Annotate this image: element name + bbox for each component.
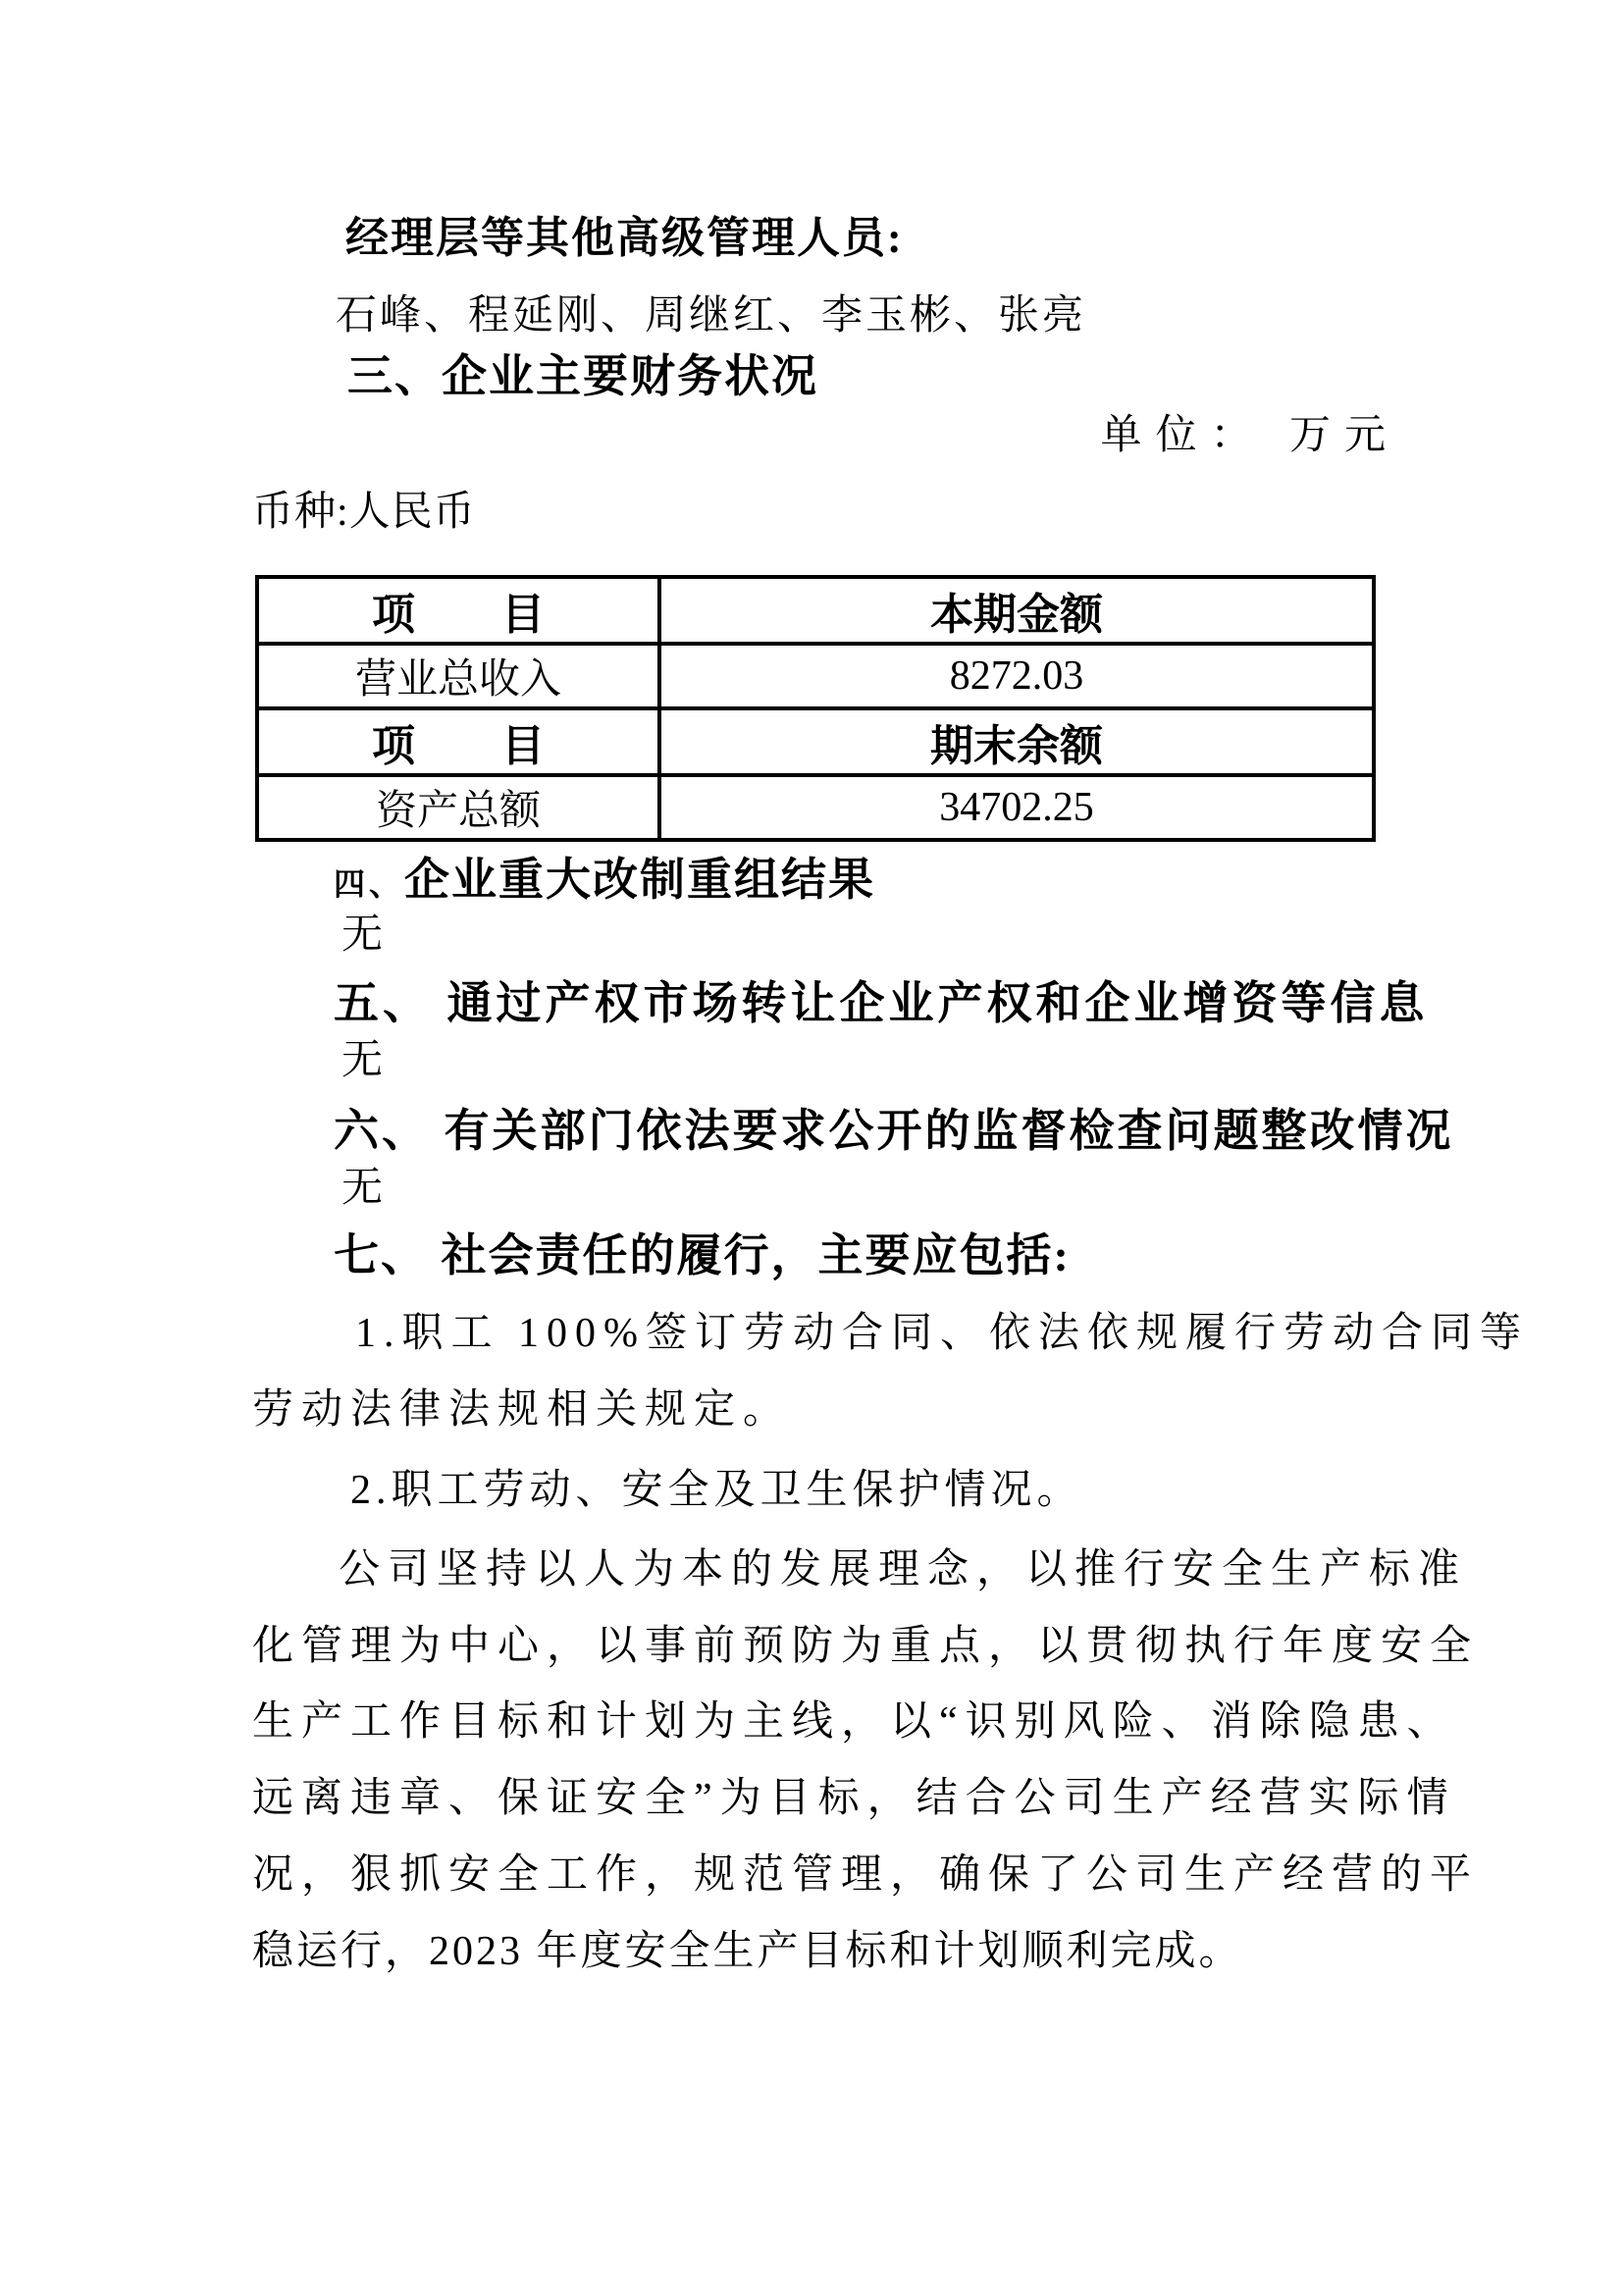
- section3-heading: 三、企业主要财务状况: [347, 351, 818, 401]
- table-cell-revenue-value: 8272.03: [659, 644, 1374, 708]
- currency-label: 币种:人民币: [252, 490, 476, 535]
- table-header-item2: 项 目: [257, 708, 659, 775]
- section4-heading: [334, 855, 875, 916]
- table-cell-assets-value: 34702.25: [659, 775, 1374, 840]
- finance-table: [255, 575, 1376, 842]
- section5-content: 无: [341, 1038, 384, 1083]
- management-heading: 经理层等其他高级管理人员:: [345, 214, 904, 262]
- paragraph-line: 生产工作目标和计划为主线，以“识别风险、消除隐患、: [252, 1699, 1456, 1745]
- section4-title: 企业重大改制重组结果: [404, 855, 876, 905]
- section5-heading: 五、 通过产权市场转让企业产权和企业增资等信息: [334, 978, 1429, 1028]
- table-cell-assets-label: 资产总额: [257, 775, 659, 840]
- section4-content: 无: [341, 913, 384, 958]
- table-cell-revenue-label: 营业总收入: [257, 644, 659, 708]
- section4-number: 四、: [334, 866, 405, 902]
- management-names: 石峰、程延刚、周继红、李玉彬、张亮: [336, 293, 1087, 339]
- section6-heading: 六、 有关部门依法要求公开的监督检查问题整改情况: [334, 1106, 1454, 1156]
- table-row: [257, 708, 1374, 775]
- paragraph-line: 化管理为中心，以事前预防为重点，以贯彻执行年度安全: [252, 1624, 1480, 1669]
- table-row: [257, 775, 1374, 840]
- section7-item2: 2.职工劳动、安全及卫生保护情况。: [350, 1468, 1083, 1513]
- table-row: [257, 577, 1374, 644]
- table-row: [257, 644, 1374, 708]
- section7-item1-line1: 1.职工 100%签订劳动合同、依法依规履行劳动合同等: [355, 1311, 1529, 1356]
- table-header-ending-balance: 期末余额: [659, 708, 1374, 775]
- paragraph-line: 稳运行，2023 年度安全生产目标和计划顺利完成。: [252, 1929, 1243, 1974]
- section7-item1-line2: 劳动法律法规相关规定。: [252, 1387, 793, 1433]
- paragraph-line: 况，狠抓安全工作，规范管理，确保了公司生产经营的平: [252, 1852, 1480, 1898]
- unit-label: 单位： 万元: [1100, 413, 1399, 458]
- table-header-item: 项 目: [257, 577, 659, 644]
- section7-heading: 七、 社会责任的履行，主要应包括:: [334, 1230, 1071, 1280]
- section6-content: 无: [341, 1166, 384, 1211]
- paragraph-line: 公司坚持以人为本的发展理念，以推行安全生产标准: [339, 1547, 1468, 1592]
- paragraph-line: 远离违章、保证安全”为目标，结合公司生产经营实际情: [252, 1776, 1456, 1821]
- table-header-current-amount: 本期金额: [659, 577, 1374, 644]
